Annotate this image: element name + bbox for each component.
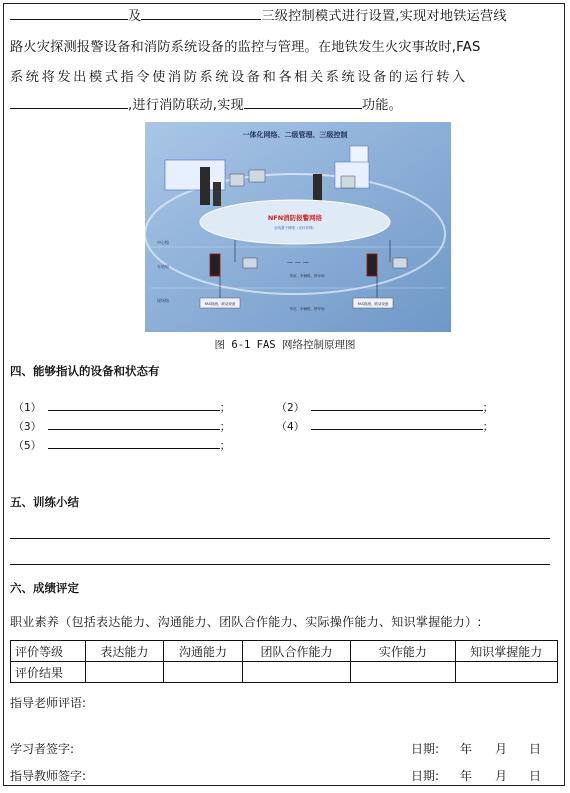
date-label: 日期: [411, 742, 440, 756]
score-cell[interactable] [85, 662, 164, 683]
fill-blank[interactable] [48, 437, 220, 449]
text: 及 [128, 9, 142, 24]
fire-panel-icon [210, 254, 220, 276]
fill-blank[interactable] [141, 5, 261, 20]
server-icon [200, 167, 210, 205]
fill-blank[interactable] [244, 94, 362, 109]
paragraph-line-3: 系统将发出模式指令使消防系统设备和各相关系统设备的运行转入 [10, 70, 468, 85]
level-label: 现场级 [157, 298, 169, 303]
workstation-icon [243, 258, 257, 268]
fill-blank[interactable] [10, 94, 128, 109]
section-5-title: 五、训练小结 [10, 495, 79, 509]
table-row-label: 评价结果 [11, 662, 86, 683]
table-header-cell: 实作能力 [351, 641, 455, 662]
fill-blank[interactable] [10, 5, 128, 20]
workstation-icon [249, 170, 265, 182]
server-icon [313, 174, 322, 204]
level-label: 车站级 [157, 264, 169, 269]
teacher-comment-label: 指导老师评语: [10, 696, 87, 710]
node-label: 车站、车辆段、停车场 [289, 274, 325, 278]
summary-line[interactable] [10, 564, 550, 565]
workstation-icon [230, 174, 244, 186]
field-device-label: FAS探测、联动设备 [357, 302, 389, 306]
workstation-icon [341, 176, 355, 188]
table-header-cell: 表达能力 [85, 641, 164, 662]
paragraph-line-2: 路火灾探测报警设备和消防系统设备的监控与管理。在地铁发生火灾事故时,FAS [10, 40, 481, 55]
field-device-label: FAS探测、联动设备 [204, 302, 236, 306]
level-label: 中心级 [157, 240, 169, 245]
fill-blank[interactable] [48, 399, 220, 411]
nfn-network-ring [200, 200, 390, 244]
network-sublabel: 全线置干网络（光纤环网） [274, 226, 316, 230]
month-label: 月 [495, 769, 508, 783]
server-icon [213, 182, 221, 206]
fire-panel-icon [367, 254, 377, 276]
fill-blank[interactable] [311, 418, 483, 430]
literacy-description: 职业素养（包括表达能力、沟通能力、团队合作能力、实际操作能力、知识掌握能力）: [10, 615, 482, 629]
learner-sign-label: 学习者签字: [10, 742, 75, 756]
table-header-cell: 评价等级 [11, 641, 86, 662]
year-label: 年 [460, 742, 473, 756]
summary-line[interactable] [10, 538, 550, 539]
score-cell[interactable] [242, 662, 350, 683]
device-item-5: （5） ； [13, 439, 231, 452]
workstation-icon [393, 258, 407, 268]
table-row [11, 641, 558, 662]
date-label: 日期: [411, 769, 440, 783]
ellipsis: — — — [287, 259, 309, 266]
text: ,进行消防联动,实现 [128, 98, 244, 113]
node-label: 车站、车辆段、停车场 [289, 307, 325, 311]
day-label: 日 [529, 742, 542, 756]
fas-network-diagram [145, 122, 451, 332]
day-label: 日 [529, 769, 542, 783]
text: 功能。 [361, 98, 403, 113]
table-header-cell: 团队合作能力 [242, 641, 350, 662]
score-cell[interactable] [351, 662, 455, 683]
paragraph-line-1 [10, 3, 558, 31]
evaluation-table [10, 640, 558, 683]
section-6-title: 六、成绩评定 [10, 581, 79, 595]
table-row [11, 662, 558, 683]
text: 三级控制模式进行设置,实现对地铁运营线 [261, 9, 507, 24]
device-item-1: （1） ； [13, 401, 231, 414]
network-label: NFN消防报警网络 [267, 214, 323, 222]
section-4-title: 四、能够指认的设备和状态有 [10, 364, 160, 378]
fill-blank[interactable] [311, 399, 483, 411]
teacher-sign-label: 指导教师签字: [10, 769, 87, 783]
device-item-2: （2） ； [276, 401, 494, 414]
figure-caption: 图 6-1 FAS 网络控制原理图 [214, 339, 356, 351]
table-header-cell: 沟通能力 [164, 641, 243, 662]
table-header-cell: 知识掌握能力 [455, 641, 557, 662]
device-item-3: （3） ； [13, 420, 231, 433]
year-label: 年 [460, 769, 473, 783]
score-cell[interactable] [455, 662, 557, 683]
fill-blank[interactable] [48, 418, 220, 430]
score-cell[interactable] [164, 662, 243, 683]
paragraph-line-4 [10, 92, 558, 120]
month-label: 月 [495, 742, 508, 756]
diagram-title: 一体化网络、二级管理、三级控制 [242, 131, 348, 139]
device-item-4: （4） ； [276, 420, 494, 433]
